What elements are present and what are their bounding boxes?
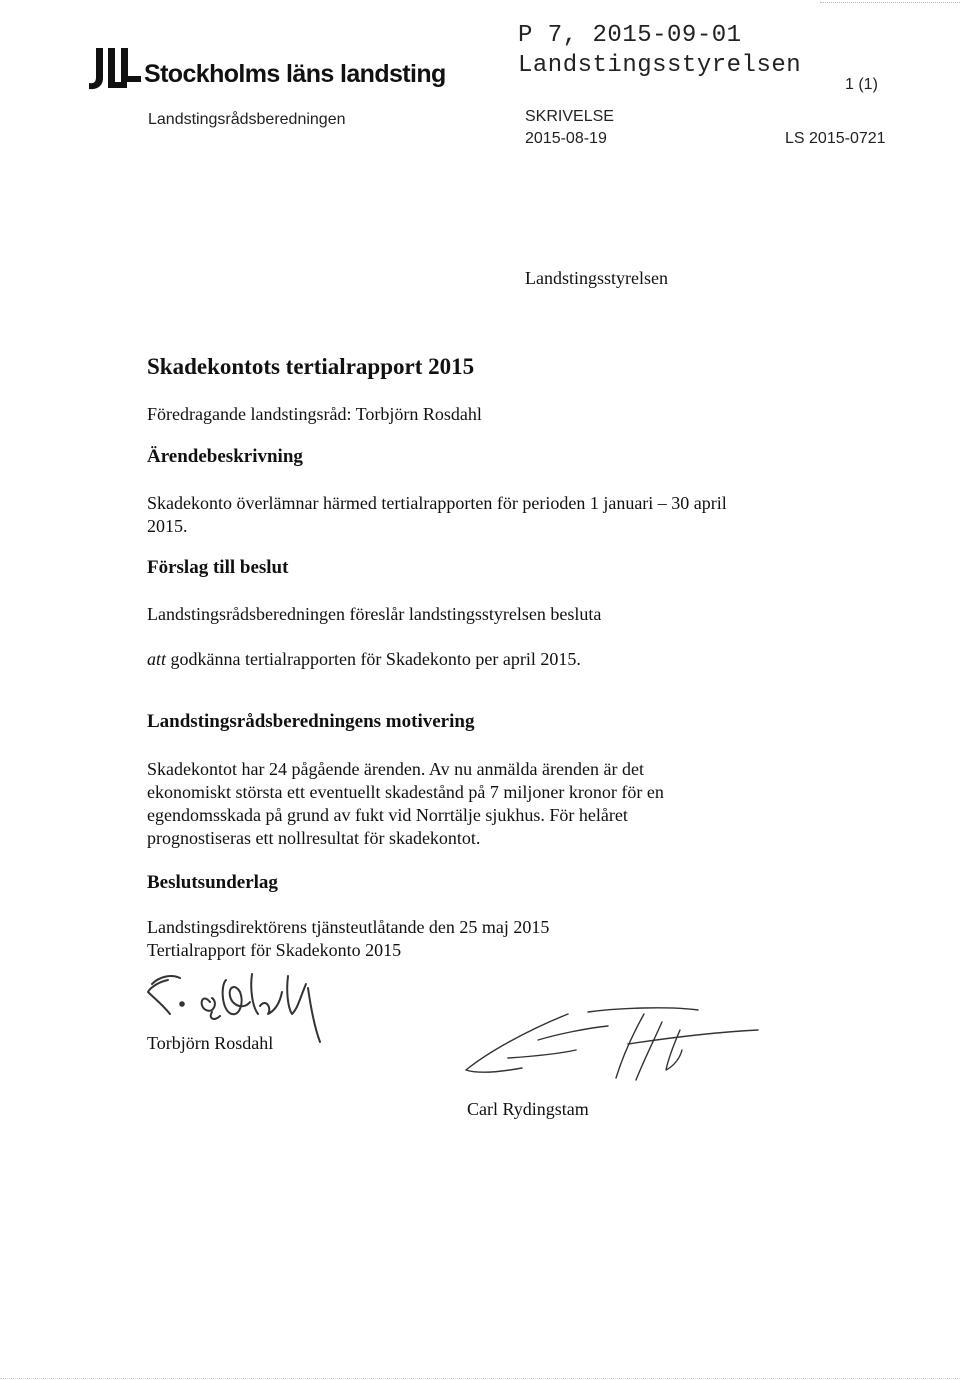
presenter-line: Föredragande landstingsråd: Torbjörn Rosdahl	[147, 404, 482, 424]
paragraph-proposal: Landstingsrådsberedningen föreslår landstingsstyrelsen besluta	[147, 604, 602, 624]
signer-name: Carl Rydingstam	[467, 1099, 589, 1119]
paragraph-arendebeskrivning: Skadekonto överlämnar härmed tertialrapporten för perioden 1 januari – 30 april 2015.	[147, 493, 727, 536]
sll-logo-icon	[86, 42, 144, 94]
underlag-item: Tertialrapport för Skadekonto 2015	[147, 940, 402, 960]
recipient: Landstingsstyrelsen	[525, 268, 668, 288]
att-clause-text: godkänna tertialrapporten för Skadekonto per april 2015.	[166, 649, 581, 669]
scan-artifact	[820, 2, 960, 4]
document-reference: LS 2015-0721	[785, 130, 886, 147]
signer-name: Torbjörn Rosdahl	[147, 1033, 274, 1053]
document-title: Skadekontots tertialrapport 2015	[147, 354, 475, 379]
heading-forslag-till-beslut: Förslag till beslut	[147, 557, 289, 578]
heading-beslutsunderlag: Beslutsunderlag	[147, 872, 278, 893]
att-word: att	[147, 649, 167, 669]
stamp-meeting-line: P 7, 2015-09-01	[518, 22, 742, 49]
document-date: 2015-08-19	[525, 130, 607, 147]
scan-artifact	[0, 1372, 960, 1379]
document-type: SKRIVELSE	[525, 108, 614, 125]
underlag-item: Landstingsdirektörens tjänsteutlåtande den 25 maj 2015	[147, 917, 550, 937]
paragraph-att-clause	[147, 648, 737, 671]
heading-motivering: Landstingsrådsberedningens motivering	[147, 711, 475, 732]
org-name: Stockholms läns landsting	[144, 60, 446, 88]
heading-arendebeskrivning: Ärendebeskrivning	[147, 446, 303, 467]
paragraph-motivering: Skadekontot har 24 pågående ärenden. Av nu anmälda ärenden är det ekonomiskt största ett eventuellt skadestånd på 7 miljoner kronor för en egendomsskada på grund av fukt vid Norrtälje sjukhus. För helåret prognostiseras ett nollresultat för skadekontot.	[147, 759, 664, 848]
department-name: Landstingsrådsberedningen	[148, 111, 346, 128]
stamp-board-line: Landstingsstyrelsen	[518, 52, 802, 79]
handwritten-signature-icon	[448, 1000, 768, 1090]
page-number: 1 (1)	[845, 76, 878, 93]
